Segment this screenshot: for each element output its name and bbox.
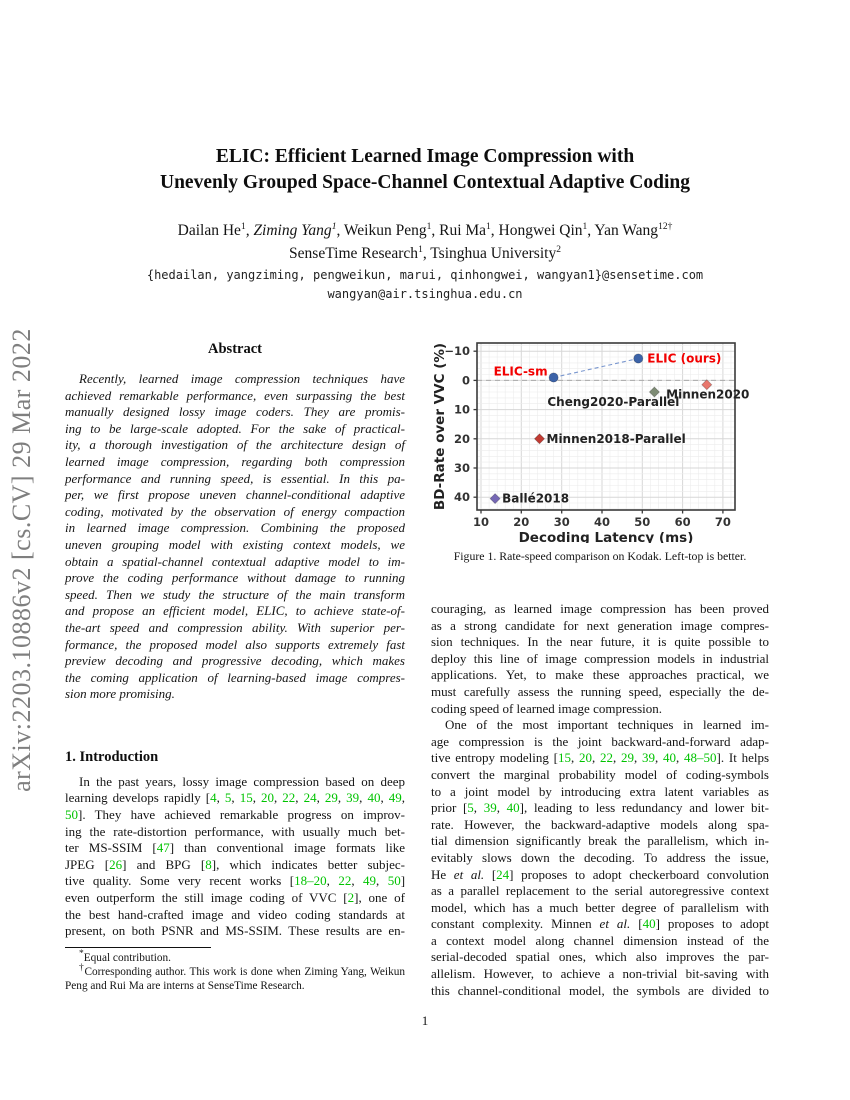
text-line: manually designed lossy image coders. They are promis-	[65, 404, 405, 420]
point-label: ELIC-sm	[493, 364, 548, 379]
text-line: prior [5, 39, 40], leading to less redundancy and lower bit-	[431, 800, 769, 816]
text-line: model, which has a much better degree of parallelism with	[431, 899, 769, 915]
right-column	[431, 338, 769, 999]
text-line: in learned image compression. Combining the proposed	[65, 520, 405, 536]
point-label: Minnen2020	[666, 387, 750, 402]
left-column	[65, 341, 405, 994]
text-line: Peng and Rui Ma are interns at SenseTime Research.	[65, 979, 305, 992]
point-label: ELIC (ours)	[647, 351, 722, 366]
text-line: and propose an efficient model, ELIC, to achieve state-of-	[65, 603, 405, 619]
text-line: *Equal contribution.	[79, 949, 171, 964]
svg-text:70: 70	[714, 515, 731, 529]
paper-title-line1: ELIC: Efficient Learned Image Compression with	[215, 146, 635, 167]
text-line: evitably slows down the decoding. To address the issue,	[431, 849, 769, 865]
text-line: per, we first propose uneven channel-conditional adaptive	[65, 487, 405, 503]
citation-link[interactable]: 29	[324, 790, 338, 806]
email-line-1: {hedailan, yangziming, pengweikun, marui, qinhongwei, wangyan1}@sensetime.com	[146, 268, 704, 282]
citation-link[interactable]: 20	[578, 750, 592, 766]
citation-link[interactable]: 20	[260, 790, 274, 806]
text-line: obtain a spatial-channel contextual adaptive model to im-	[65, 553, 405, 569]
svg-text:−10: −10	[444, 344, 470, 359]
citation-link[interactable]: 39	[642, 750, 655, 766]
abstract-text	[65, 371, 405, 703]
right-paragraph-1	[431, 601, 769, 717]
text-line: He et al. [24] proposes to adopt checkerboard convolution	[431, 866, 769, 882]
text-line: 50]. They have achieved remarkable progress on improv-	[65, 807, 405, 823]
text-line: the-art speed and compression ability. With superior per-	[65, 619, 405, 635]
text-line: JPEG [26] and BPG [8], which indicates better subjec-	[65, 856, 406, 872]
svg-text:10: 10	[472, 515, 490, 529]
figure-1-caption: Figure 1. Rate-speed comparison on Kodak. Left-top is better.	[453, 549, 747, 563]
svg-text:40: 40	[593, 515, 611, 529]
text-line: couraging, as learned image compression has been proved	[431, 601, 769, 616]
citation-link[interactable]: 39	[346, 790, 360, 806]
citation-link[interactable]: 24	[496, 866, 510, 882]
text-line: achieved remarkable performance, even surpassing the best	[65, 387, 405, 403]
citation-link[interactable]: 4	[210, 790, 217, 806]
scatter-point	[634, 354, 643, 363]
text-line: present, on both PSNR and MS-SSIM. These results are en-	[65, 923, 405, 939]
citation-link[interactable]: 5	[467, 800, 474, 816]
paper-title-line2: Unevenly Grouped Space-Channel Contextual Adaptive Coding	[159, 172, 690, 193]
right-paragraph-2	[431, 717, 769, 999]
text-line: constant complexity. Minnen et al. [40] proposes to adopt	[431, 916, 769, 932]
text-line: the best hand-crafted image and video coding standards at	[65, 906, 405, 922]
citation-link[interactable]: 22	[599, 750, 613, 766]
text-line: coding speed of learned image compression.	[431, 700, 663, 716]
svg-text:30: 30	[553, 515, 570, 529]
citation-link[interactable]: 5	[224, 790, 232, 806]
svg-text:60: 60	[674, 515, 691, 529]
citation-link[interactable]: 22	[282, 790, 296, 806]
citation-link[interactable]: 20	[313, 873, 327, 889]
citation-link[interactable]: 49	[363, 873, 376, 889]
text-line: deploy this line of image compression models in industrial	[431, 650, 769, 666]
scatter-point	[535, 434, 545, 444]
text-line: In the past years, lossy image compression based on deep	[79, 773, 405, 789]
citation-link[interactable]: 40	[506, 800, 520, 816]
citation-link[interactable]: 24	[303, 790, 317, 806]
citation-link[interactable]: 26	[109, 856, 123, 872]
text-line: learning develops rapidly [4, 5, 15, 20, 22, 24, 29, 39, 40, 49,	[65, 790, 406, 806]
text-line: formance, the proposed model also supports extremely fast	[65, 636, 405, 652]
citation-link[interactable]: 47	[156, 840, 170, 856]
svg-text:30: 30	[453, 461, 470, 475]
svg-text:0: 0	[461, 373, 470, 388]
citation-link[interactable]: 29	[620, 750, 634, 766]
citation-link[interactable]: 8	[205, 856, 212, 872]
text-line: as a strong candidate for next generation image compres-	[431, 617, 769, 633]
scatter-point	[549, 373, 558, 382]
text-line: a context model along channel dimension instead of the	[431, 932, 769, 948]
citation-link[interactable]: 15	[239, 790, 253, 806]
citation-link[interactable]: 49	[388, 790, 402, 806]
citation-link[interactable]: 48	[684, 750, 698, 766]
footnote-rule	[65, 947, 211, 948]
text-line: allelism. However, to achieve a non-trivial bit-saving with	[431, 966, 769, 982]
figure-1-chart	[431, 338, 769, 543]
text-line: ter MS-SSIM [47] than conventional image formats like	[65, 840, 405, 856]
footnotes	[65, 949, 406, 994]
point-label: Minnen2018-Parallel	[546, 431, 686, 446]
citation-link[interactable]: 40	[663, 750, 677, 766]
scatter-point	[490, 494, 500, 504]
introduction-heading: 1. Introduction	[65, 748, 159, 765]
text-line: Recently, learned image compression techniques have	[79, 371, 405, 386]
point-label: Ballé2018	[502, 491, 570, 506]
text-line: learned image compression, regarding both compression	[65, 453, 405, 469]
svg-text:50: 50	[634, 515, 651, 529]
email-line-2: wangyan@air.tsinghua.edu.cn	[327, 287, 523, 301]
text-line: One of the most important techniques in learned im-	[445, 717, 769, 733]
x-axis-label: Decoding Latency (ms)	[518, 530, 694, 543]
text-line: coding, motivated by the observation of energy compaction	[65, 503, 405, 519]
citation-link[interactable]: 2	[347, 890, 355, 906]
page-number: 1	[421, 1013, 429, 1028]
affiliations: SenseTime Research$^1$, Tsinghua University$^2$	[289, 244, 561, 262]
svg-text:20: 20	[453, 431, 470, 446]
y-axis-label: BD-Rate over VVC (%)	[432, 342, 448, 511]
text-line: sion techniques. In the near future, it is quite possible to	[431, 634, 769, 650]
text-line: performance and running speed, is essential. In this pa-	[65, 470, 405, 486]
author-list: Dailan He$^1$, Ziming Yang$^1$, Weikun Peng$^1$, Rui Ma$^1$, Hongwei Qin$^1$, Yan Wang$^{12\dagger}$	[177, 221, 673, 239]
text-line: applications. Yet, to make these approaches practical, we	[431, 667, 769, 683]
text-line: tive entropy modeling [15, 20, 22, 29, 39, 40, 48–50]. It helps	[431, 750, 770, 766]
text-line: ing to be large-scale adopted. For the sake of practical-	[65, 420, 405, 436]
text-line: convert the marginal probability model of coding-symbols	[431, 766, 769, 782]
text-line: to a joint model by introducing extra latent variables as	[431, 783, 769, 799]
citation-link[interactable]: 18	[294, 873, 308, 889]
citation-link[interactable]: 50	[65, 807, 78, 823]
arxiv-watermark: arXiv:2203.10886v2 [cs.CV] 29 Mar 2022	[7, 328, 36, 792]
svg-text:10: 10	[453, 402, 470, 417]
text-line: speed. Then we study the structure of the main transform	[65, 586, 405, 602]
text-line: tial dimension significantly break the parallelism, which in-	[431, 833, 769, 849]
citation-link[interactable]: 39	[483, 800, 497, 816]
text-line: uneven grouping model with existing context models, we	[65, 536, 405, 552]
text-line: serial-decoded spatial ones, which also improves the par-	[431, 949, 769, 965]
citation-link[interactable]: 50	[703, 750, 717, 766]
text-line: rate. However, the backward-adaptive models along spa-	[431, 816, 769, 832]
text-line: tive quality. Some very recent works [18–20, 22, 49, 50]	[65, 873, 406, 889]
text-line: even outperform the still image coding of VVC [2], one of	[65, 890, 405, 906]
citation-link[interactable]: 40	[642, 916, 656, 932]
text-line: prove the coding performance without damage to running	[65, 570, 405, 586]
text-line: ity, a thorough investigation of the architecture design of	[65, 437, 405, 453]
text-line: preview decoding and progressive decoding, which makes	[65, 653, 405, 669]
citation-link[interactable]: 22	[338, 873, 352, 889]
citation-link[interactable]: 15	[557, 750, 571, 766]
text-line: ing the rate-distortion performance, with usually much bet-	[65, 823, 405, 839]
citation-link[interactable]: 50	[387, 873, 401, 889]
citation-link[interactable]: –	[697, 750, 704, 766]
text-line: sion more promising.	[65, 686, 175, 702]
citation-link[interactable]: 40	[367, 790, 381, 806]
svg-text:20: 20	[513, 515, 530, 529]
text-line: as a parallel replacement to the serial autoregressive context	[431, 883, 769, 899]
point-label: Cheng2020-Parallel	[547, 395, 680, 409]
introduction-text	[65, 774, 405, 940]
text-line: the coming application of learning-based image compres-	[65, 669, 405, 685]
svg-text:40: 40	[453, 490, 470, 505]
text-line: age compression is the joint backward-and-forward adap-	[431, 733, 769, 749]
abstract-heading: Abstract	[208, 341, 262, 357]
text-line: this channel-conditional model, the symbols are divided to	[431, 982, 769, 998]
text-line: †Corresponding author. This work is done when Ziming Yang, Weikun	[79, 962, 406, 978]
text-line: must carefully assess the running speed, especially the de-	[431, 683, 769, 699]
citation-link[interactable]: –	[307, 873, 314, 889]
